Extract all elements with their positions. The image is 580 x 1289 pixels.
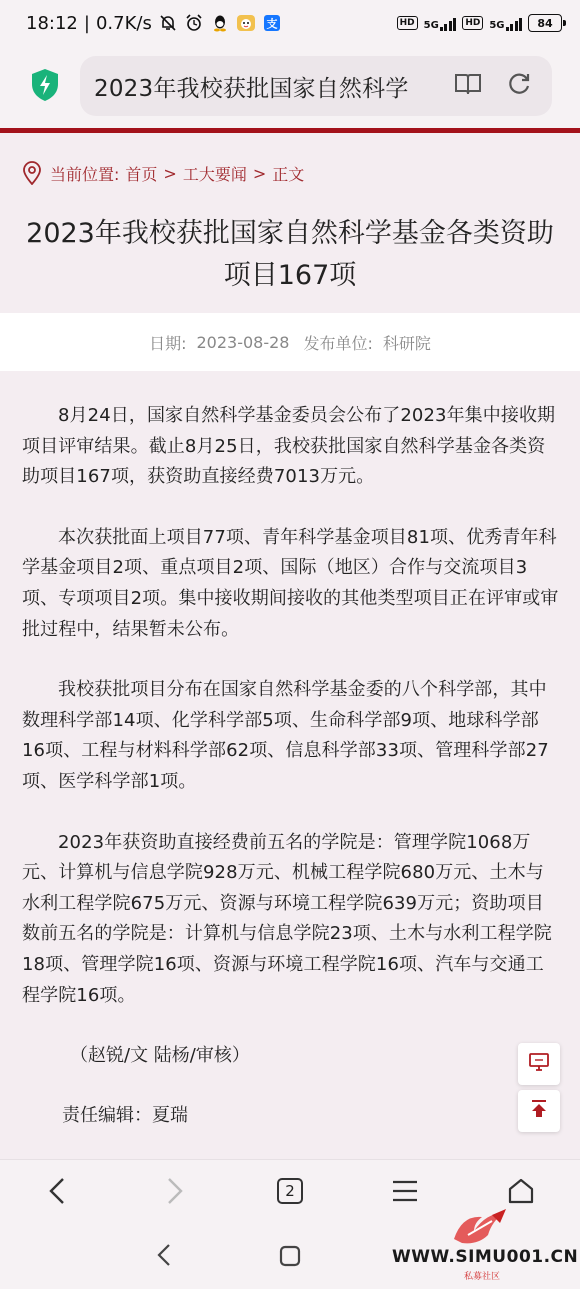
- breadcrumb-current: 正文: [272, 164, 305, 184]
- address-actions: [454, 56, 532, 116]
- reader-mode-icon[interactable]: [454, 72, 482, 100]
- arrow-up-icon: [531, 1100, 547, 1122]
- date-label: 日期:: [149, 333, 187, 353]
- network-type-2: 5G: [489, 20, 505, 31]
- battery-indicator: [528, 14, 562, 32]
- watermark-logo-icon: [448, 1205, 514, 1253]
- tabs-button[interactable]: [273, 1174, 307, 1208]
- clock: 18:12: [26, 12, 78, 34]
- breadcrumb-separator: >: [252, 163, 267, 183]
- svg-text:支: 支: [266, 17, 278, 31]
- watermark-text: WWW.SIMU001.CN: [392, 1247, 579, 1267]
- breadcrumb: [22, 161, 304, 185]
- signal-bars-1-icon: [440, 15, 457, 31]
- qq-icon: [210, 13, 230, 33]
- hd-badge-1: HD: [397, 16, 418, 30]
- address-bar-text[interactable]: 2023年我校获批国家自然科学: [94, 75, 409, 102]
- article-body: [0, 371, 580, 1159]
- article-byline: （赵锐/文 陆杨/审核）: [70, 1045, 250, 1067]
- monitor-icon: [529, 1053, 549, 1075]
- back-to-top-button[interactable]: [518, 1090, 560, 1132]
- signal-bars-2-icon: [506, 15, 523, 31]
- nav-back-icon[interactable]: [156, 1243, 172, 1271]
- network-type-1: 5G: [423, 20, 439, 31]
- publisher: 科研院: [382, 333, 431, 353]
- tab-count: 2: [277, 1178, 303, 1204]
- browser-address-area: [0, 46, 580, 128]
- forward-button[interactable]: [158, 1174, 192, 1208]
- responsible-editor: 责任编辑：夏瑞: [62, 1105, 188, 1127]
- article-title: 2023年我校获批国家自然科学基金各类资助项目167项: [26, 218, 554, 291]
- signal-1: [424, 15, 457, 31]
- system-status: [397, 14, 562, 32]
- menu-button[interactable]: [388, 1174, 422, 1208]
- article-paragraph: 8月24日，国家自然科学基金委员会公布了2023年集中接收期项目评审结果。截止8月25日，我校获批国家自然科学基金各类资助项目167项，获资助直接经费7013万元。: [22, 405, 556, 488]
- article-header: [0, 133, 580, 313]
- breadcrumb-home[interactable]: 首页: [125, 164, 158, 184]
- breadcrumb-separator: >: [163, 163, 177, 183]
- refresh-icon[interactable]: [506, 71, 532, 101]
- desktop-view-button[interactable]: [518, 1043, 560, 1085]
- breadcrumb-section[interactable]: 工大要闻: [182, 164, 247, 184]
- publisher-label: 发布单位:: [303, 333, 373, 353]
- article-paragraph: 本次获批面上项目77项、青年科学基金项目81项、优秀青年科学基金项目2项、重点项目2项、国际（地区）合作与交流项目3项、专项项目2项。集中接收期间接收的其他类型项目正在评审或审批过程中，结果暂未公布。: [22, 526, 559, 640]
- watermark-subtext: 私募社区: [463, 1272, 500, 1282]
- hd-badge-2: HD: [462, 16, 483, 30]
- alipay-icon: [262, 13, 282, 33]
- status-bar: [0, 0, 580, 46]
- address-bar[interactable]: [80, 56, 552, 116]
- nav-home-icon[interactable]: [279, 1245, 301, 1271]
- mute-bell-icon: [158, 13, 178, 33]
- publish-date: 2023-08-28: [196, 332, 290, 352]
- watermark: [392, 1205, 579, 1289]
- battery-level: 84: [537, 16, 553, 30]
- status-left: [26, 13, 152, 34]
- alarm-icon: [184, 13, 204, 33]
- back-button[interactable]: [40, 1174, 74, 1208]
- home-button[interactable]: [504, 1174, 538, 1208]
- notification-icons: [158, 13, 282, 33]
- security-shield-icon[interactable]: [30, 68, 60, 102]
- article-paragraph: 2023年获资助直接经费前五名的学院是：管理学院1068万元、计算机与信息学院928万元、机械工程学院680万元、土木与水利工程学院675万元、资源与环境工程学院639万元；资助项目数前五名的学院是：计算机与信息学院23项、土木与水利工程学院18项、管理学院16项、资源与环境工程学院16项、汽车与交通工程学院16项。: [22, 831, 552, 1006]
- article-paragraph: 我校获批项目分布在国家自然科学基金委的八个科学部，其中数理科学部14项、化学科学部5项、生命科学部9项、地球科学部16项、工程与材料科学部62项、信息科学部33项、管理科学部27项、医学科学部1项。: [22, 679, 549, 792]
- network-speed: 0.7K/s: [95, 12, 152, 34]
- breadcrumb-prefix: 当前位置:: [50, 164, 120, 184]
- signal-2: [489, 15, 522, 31]
- app-notification-icon: [236, 13, 256, 33]
- separator: |: [83, 12, 90, 34]
- location-pin-icon: [22, 161, 42, 185]
- article-meta: [0, 313, 580, 371]
